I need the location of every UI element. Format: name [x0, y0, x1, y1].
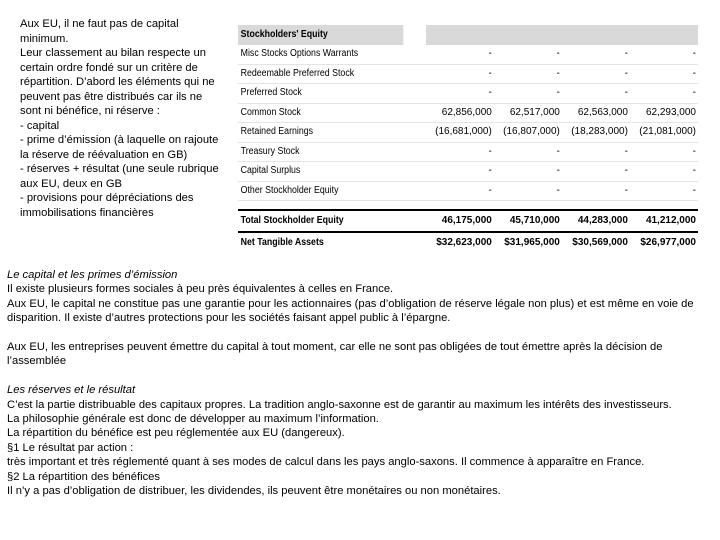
body-text — [7, 268, 713, 498]
note-line: - prime d’émission (à laquelle on rajoute la réserve de réévaluation en GB) — [20, 134, 219, 161]
paragraph: §1 Le résultat par action : — [7, 441, 134, 454]
row-label: Capital Surplus — [238, 162, 403, 182]
row-label: Redeemable Preferred Stock — [238, 64, 403, 84]
cell: - — [426, 142, 494, 162]
cell: (21,081,000) — [630, 123, 698, 143]
note-line: - capital — [20, 119, 60, 132]
cell: - — [426, 162, 494, 182]
cell: - — [494, 162, 562, 182]
cell: 62,293,000 — [630, 103, 698, 123]
note-line: Aux EU, il ne faut pas de capital minimum. — [20, 18, 179, 45]
table-row — [238, 142, 698, 162]
cell: 46,175,000 — [426, 210, 494, 232]
cell: 62,563,000 — [562, 103, 630, 123]
cell: - — [562, 181, 630, 201]
row-label: Net Tangible Assets — [240, 237, 324, 248]
cell: - — [562, 45, 630, 64]
paragraph: Aux EU, le capital ne constitue pas une garantie pour les actionnaires (pas d’obligation de réserve légale non plus) et est même en voie de disparition. Il existe d’autres protections pour les sociétés faisant appel public à l’épargne. — [7, 297, 694, 325]
table-row — [238, 103, 698, 123]
table-row — [238, 45, 698, 64]
cell: - — [562, 162, 630, 182]
paragraph: Il n’y a pas d’obligation de distribuer, les dividendes, ils peuvent être monétaires ou non monétaires. — [7, 485, 501, 498]
cell: 44,283,000 — [562, 210, 630, 232]
cell: - — [630, 45, 698, 64]
cell: (16,681,000) — [426, 123, 494, 143]
row-label: Treasury Stock — [238, 142, 403, 162]
paragraph: Aux EU, les entreprises peuvent émettre du capital à tout moment, car elle ne sont pas obligées de tout émettre après la décision de l’assemblée — [7, 341, 663, 368]
cell: - — [630, 84, 698, 104]
cell: - — [562, 84, 630, 104]
table-divider — [238, 201, 698, 211]
stockholders-equity-table — [238, 25, 698, 253]
table-row — [238, 64, 698, 84]
cell: $26,977,000 — [640, 237, 696, 248]
cell: $31,965,000 — [504, 237, 560, 248]
net-tangible-row — [238, 232, 698, 253]
table-title-row — [238, 25, 698, 45]
cell: - — [494, 64, 562, 84]
cell: - — [494, 181, 562, 201]
cell: 45,710,000 — [494, 210, 562, 232]
cell: - — [494, 142, 562, 162]
table-row — [238, 123, 698, 143]
cell: $30,569,000 — [572, 237, 628, 248]
cell: - — [562, 64, 630, 84]
cell: - — [630, 64, 698, 84]
cell: - — [426, 45, 494, 64]
cell: (16,807,000) — [494, 123, 562, 143]
cell: - — [562, 142, 630, 162]
cell: (18,283,000) — [562, 123, 630, 143]
cell: - — [630, 162, 698, 182]
cell: - — [494, 84, 562, 104]
section-heading: Les réserves et le résultat — [7, 384, 136, 397]
left-note — [20, 17, 220, 220]
cell: 41,212,000 — [630, 210, 698, 232]
row-label: Misc Stocks Options Warrants — [238, 45, 403, 64]
paragraph: La philosophie générale est donc de développer au maximum l’information. — [7, 413, 379, 426]
cell: 62,856,000 — [426, 103, 494, 123]
note-line: - réserves + résultat (une seule rubrique aux EU, deux en GB — [20, 163, 219, 190]
paragraph: §2 La répartition des bénéfices — [7, 470, 160, 483]
paragraph: La répartition du bénéfice est peu réglementée aux EU (dangereux). — [7, 427, 345, 440]
row-label: Common Stock — [238, 103, 403, 123]
cell: $32,623,000 — [436, 237, 492, 248]
table-title: Stockholders' Equity — [238, 25, 403, 45]
cell: - — [494, 45, 562, 64]
cell: - — [426, 64, 494, 84]
cell: 62,517,000 — [494, 103, 562, 123]
cell: - — [630, 181, 698, 201]
row-label: Retained Earnings — [238, 123, 403, 143]
row-label: Preferred Stock — [238, 84, 403, 104]
note-line: - provisions pour dépréciations des immobilisations financières — [20, 192, 194, 219]
paragraph: très important et très réglementé quant à ses modes de calcul dans les pays anglo-saxons. Il commence à apparaître en France. — [7, 456, 645, 469]
table-row — [238, 162, 698, 182]
row-label: Other Stockholder Equity — [238, 181, 403, 201]
paragraph: Il existe plusieurs formes sociales à peu près équivalentes à celles en France. — [7, 283, 394, 296]
total-row — [238, 210, 698, 232]
cell: - — [630, 142, 698, 162]
row-label: Total Stockholder Equity — [238, 210, 403, 232]
table-row — [238, 84, 698, 104]
cell: - — [426, 84, 494, 104]
paragraph: C’est la partie distribuable des capitaux propres. La tradition anglo-saxonne est de garantir au maximum les intérêts des investisseurs. — [7, 398, 672, 411]
table-row — [238, 181, 698, 201]
note-line: Leur classement au bilan respecte un certain ordre fondé sur un critère de répartition. D’abord les éléments qui ne peuvent pas être distribués car ils ne sont ni bénéfice, ni réserve : — [20, 47, 215, 117]
cell: - — [426, 181, 494, 201]
section-heading: Le capital et les primes d’émission — [7, 269, 178, 281]
